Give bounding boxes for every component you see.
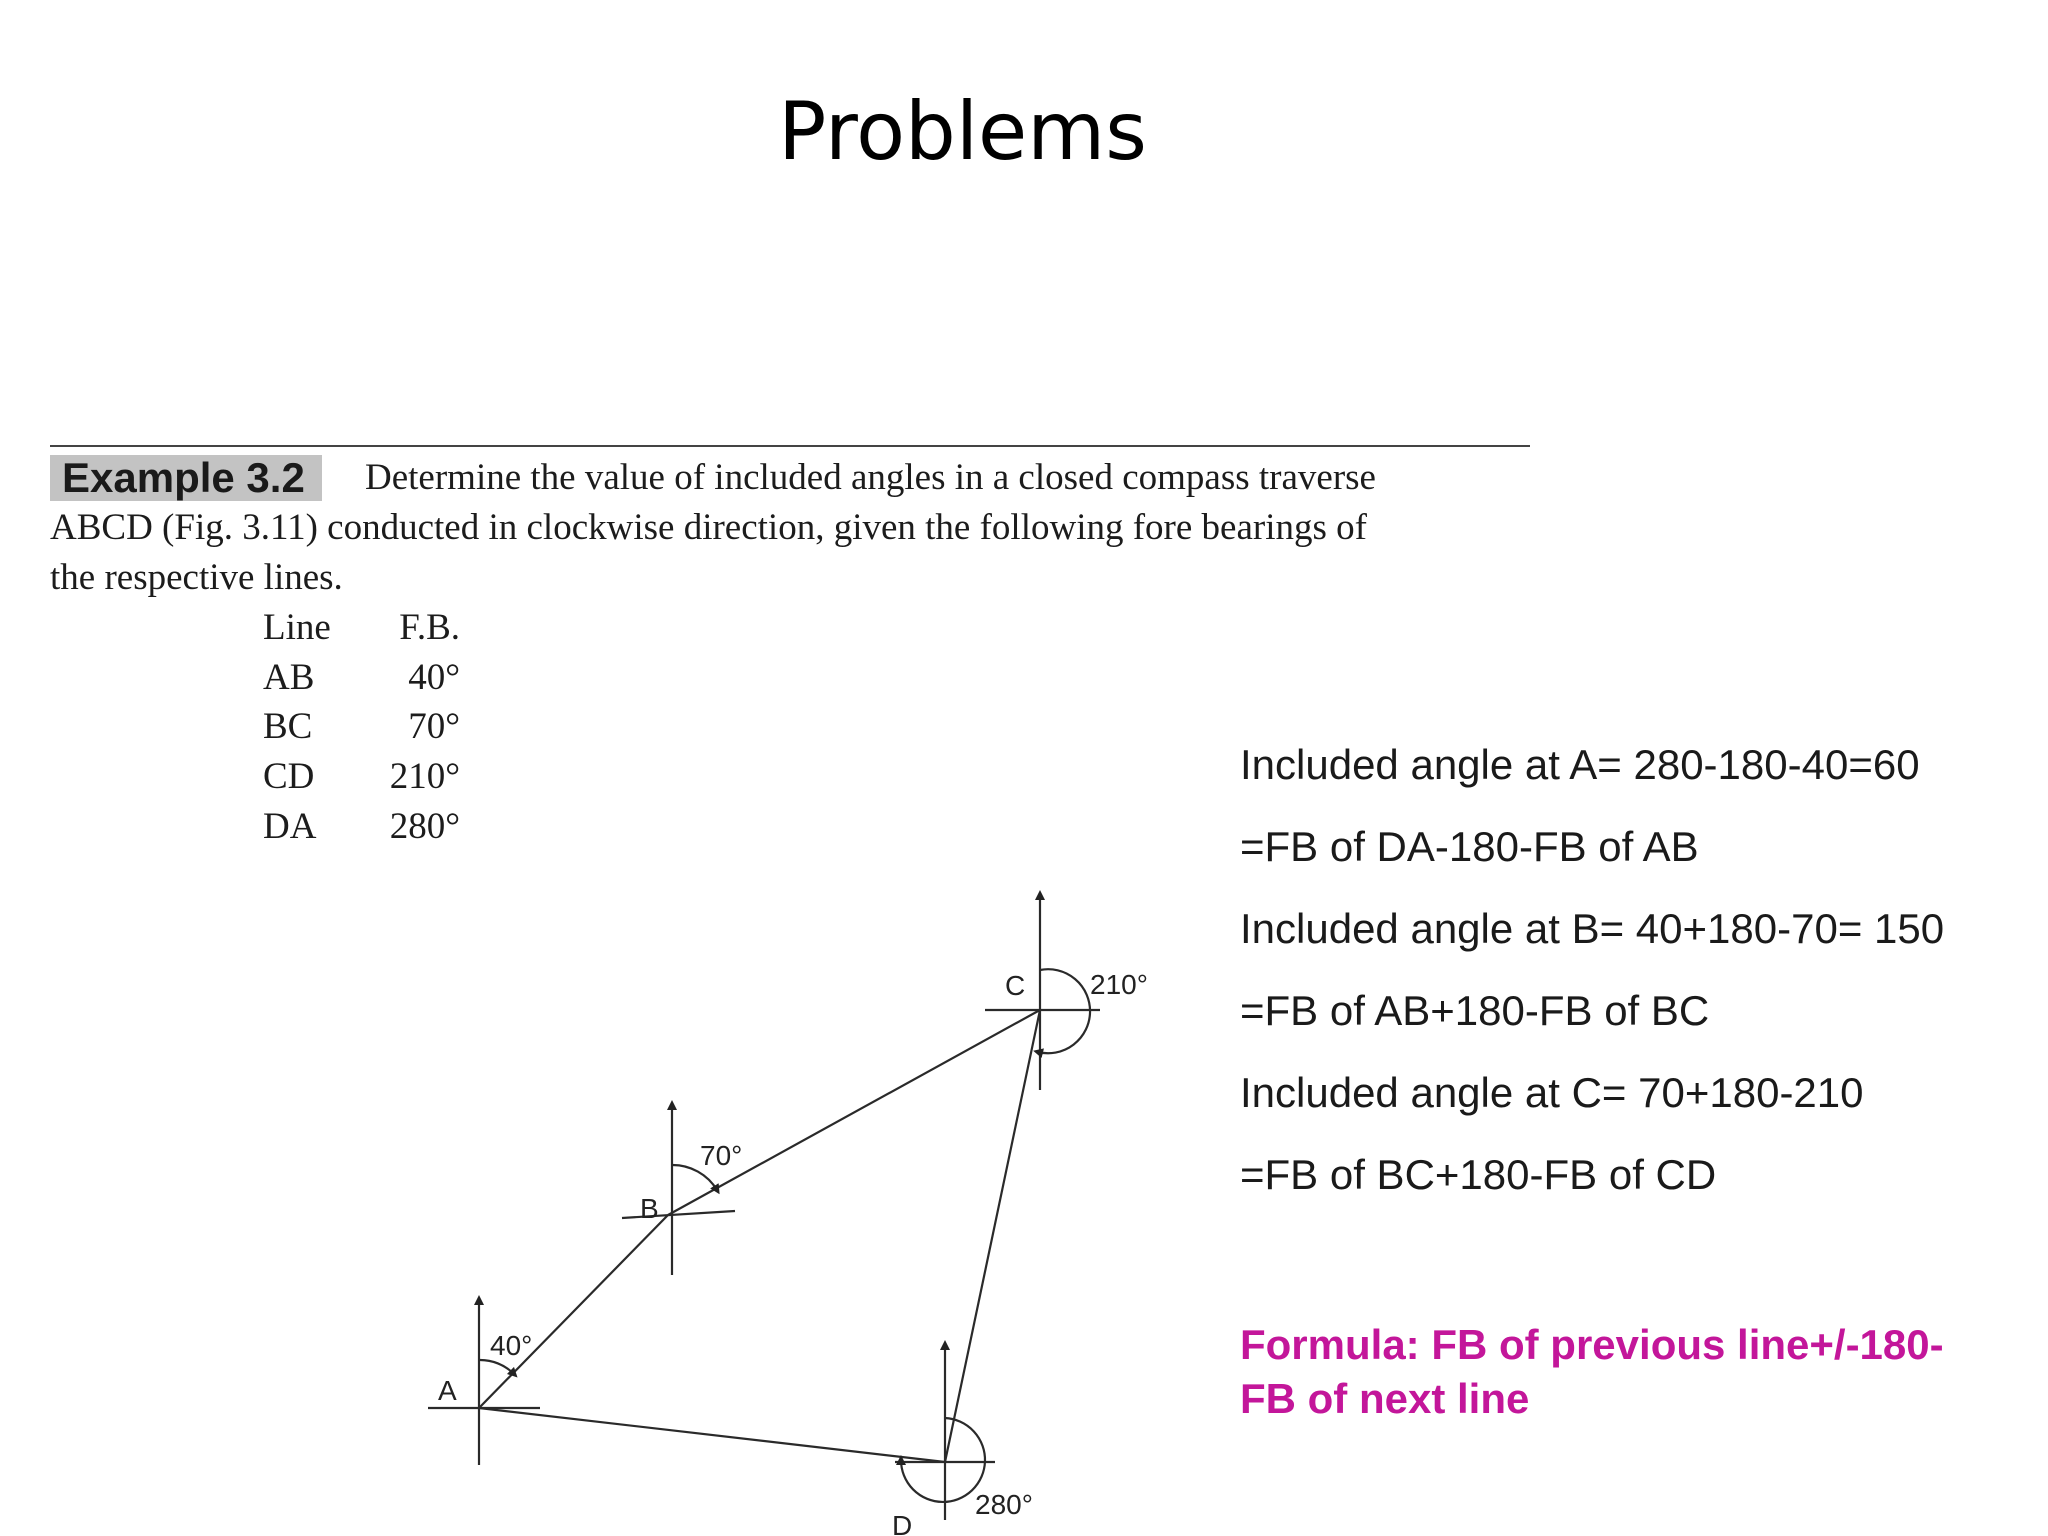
table-cell-fb: 70° [408, 706, 460, 747]
table-cell-line: BC [263, 706, 313, 747]
table-cell-fb: 40° [408, 657, 460, 698]
solution-line-2: =FB of DA-180-FB of AB [1240, 823, 1699, 870]
solution-line-6: =FB of BC+180-FB of CD [1240, 1151, 1717, 1198]
problem-text-line-1: Determine the value of included angles in a closed compass traverse [365, 457, 1376, 498]
traverse-line-bc [668, 1010, 1040, 1215]
traverse-line-ab [479, 1215, 668, 1408]
traverse-line-cd [945, 1010, 1040, 1462]
station-label-b: B [640, 1193, 659, 1224]
solution-line-4: =FB of AB+180-FB of BC [1240, 987, 1710, 1034]
station-label-c: C [1005, 970, 1026, 1001]
solution-line-5: Included angle at C= 70+180-210 [1240, 1069, 1864, 1116]
angle-arc-a [479, 1360, 514, 1374]
table-cell-line: CD [263, 756, 315, 797]
table-cell-line: DA [263, 806, 317, 847]
formula-line-2: FB of next line [1240, 1375, 1530, 1422]
station-label-a: A [438, 1375, 457, 1406]
angle-label-b: 70° [700, 1140, 743, 1171]
cross-line-b [622, 1211, 735, 1218]
formula-note [1240, 1318, 2030, 1426]
angle-label-d: 280° [975, 1489, 1033, 1520]
station-label-d: D [892, 1510, 913, 1536]
solution-line-1: Included angle at A= 280-180-40=60 [1240, 741, 1920, 788]
table-cell-fb: 280° [389, 806, 460, 847]
problem-text-line-2: ABCD (Fig. 3.11) conducted in clockwise direction, given the following fore bearings of [50, 507, 1367, 548]
example-tag: Example 3.2 [50, 455, 322, 501]
solution-line-3: Included angle at B= 40+180-70= 150 [1240, 905, 1945, 952]
angle-arc-d [901, 1418, 985, 1502]
table-header-line: Line [263, 607, 331, 648]
table-cell-fb: 210° [389, 756, 460, 797]
angle-label-c: 210° [1090, 969, 1148, 1000]
problem-text-line-3: the respective lines. [50, 557, 343, 598]
formula-line-1: Formula: FB of previous line+/-180- [1240, 1321, 1944, 1368]
traverse-line-da [479, 1408, 945, 1462]
angle-label-a: 40° [490, 1330, 533, 1361]
table-header-fb: F.B. [399, 607, 460, 648]
page-title: Problems [778, 85, 1147, 178]
table-cell-line: AB [263, 657, 315, 698]
angle-arc-c [1038, 969, 1090, 1053]
